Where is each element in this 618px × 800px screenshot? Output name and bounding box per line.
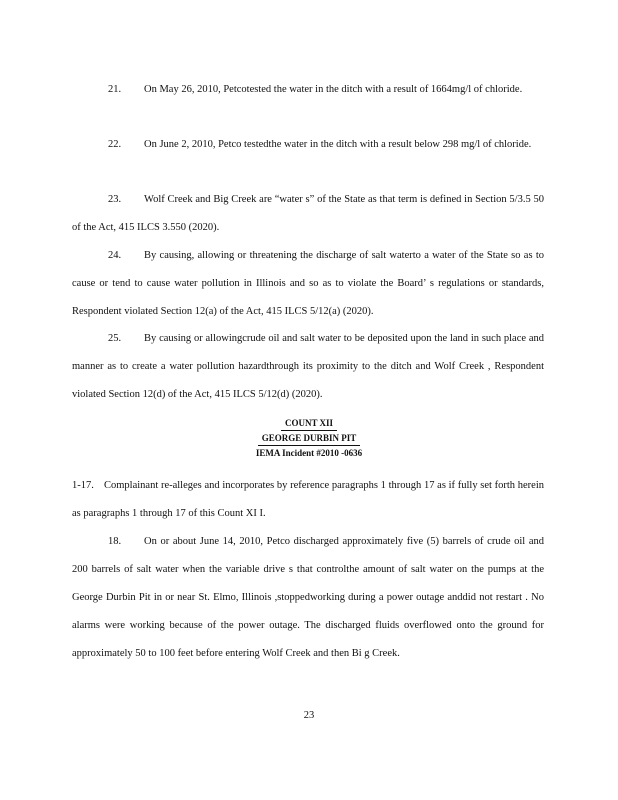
paragraph-number: 18. xyxy=(108,536,122,547)
paragraph-number: 24. xyxy=(108,250,122,261)
paragraph-number: 25. xyxy=(108,333,122,344)
paragraph-number: 23. xyxy=(108,194,122,205)
paragraph-text: Wolf Creek and Big Creek are “water s” of the State as that term is defined in Section 5/3.5 50 of the Act, 415 ILCS 3.550 (2020). xyxy=(72,194,544,233)
paragraph-text: On June 2, 2010, Petco testedthe water in the ditch with a result below 298 mg/l of chloride. xyxy=(144,139,532,150)
paragraph-number: 22. xyxy=(108,139,122,150)
count-subtitle: GEORGE DURBIN PIT xyxy=(0,431,618,446)
paragraph-25 xyxy=(72,325,544,409)
count-title: COUNT XII xyxy=(0,416,618,431)
paragraph-24 xyxy=(72,242,544,326)
paragraph-1-17 xyxy=(72,472,544,528)
incident-number: IEMA Incident #2010 -0636 xyxy=(255,448,363,458)
paragraph-text: On or about June 14, 2010, Petco discharged approximately five (5) barrels of crude oil and 200 barrels of salt water when the variable drive s that controlthe amount of salt water on the pumps at the George Durbin Pit in or near St. Elmo, Illinois ,stoppedworking during a power outage anddid not restart . No alarms were working because of the power outage. The discharged fluids overflowed onto the ground for approximately 50 to 100 feet before entering Wolf Creek and then Bi g Creek. xyxy=(72,536,544,659)
paragraph-number: 1-17. xyxy=(72,480,94,491)
paragraph-22 xyxy=(72,131,544,159)
count-heading xyxy=(0,416,618,460)
paragraph-number: 21. xyxy=(108,84,122,95)
paragraph-18 xyxy=(72,528,544,668)
paragraph-21 xyxy=(72,76,544,104)
paragraph-text: By causing or allowingcrude oil and salt water to be deposited upon the land in such place and manner as to create a water pollution hazardthrough its proximity to the ditch and Wolf Creek , Respondent violated Section 12(d) of the Act, 415 ILCS 5/12(d) (2020). xyxy=(72,333,544,400)
paragraph-text: By causing, allowing or threatening the discharge of salt waterto a water of the State so as to cause or tend to cause water pollution in Illinois and so as to violate the Board’ s regulations or standards, Respondent violated Section 12(a) of the Act, 415 ILCS 5/12(a) (2020). xyxy=(72,250,544,317)
paragraph-text: Complainant re-alleges and incorporates by reference paragraphs 1 through 17 as if fully set forth herein as paragraphs 1 through 17 of this Count XI I. xyxy=(72,480,544,519)
page-number: 23 xyxy=(303,710,315,721)
paragraph-23 xyxy=(72,186,544,242)
paragraph-text: On May 26, 2010, Petcotested the water in the ditch with a result of 1664mg/l of chloride. xyxy=(144,84,523,95)
